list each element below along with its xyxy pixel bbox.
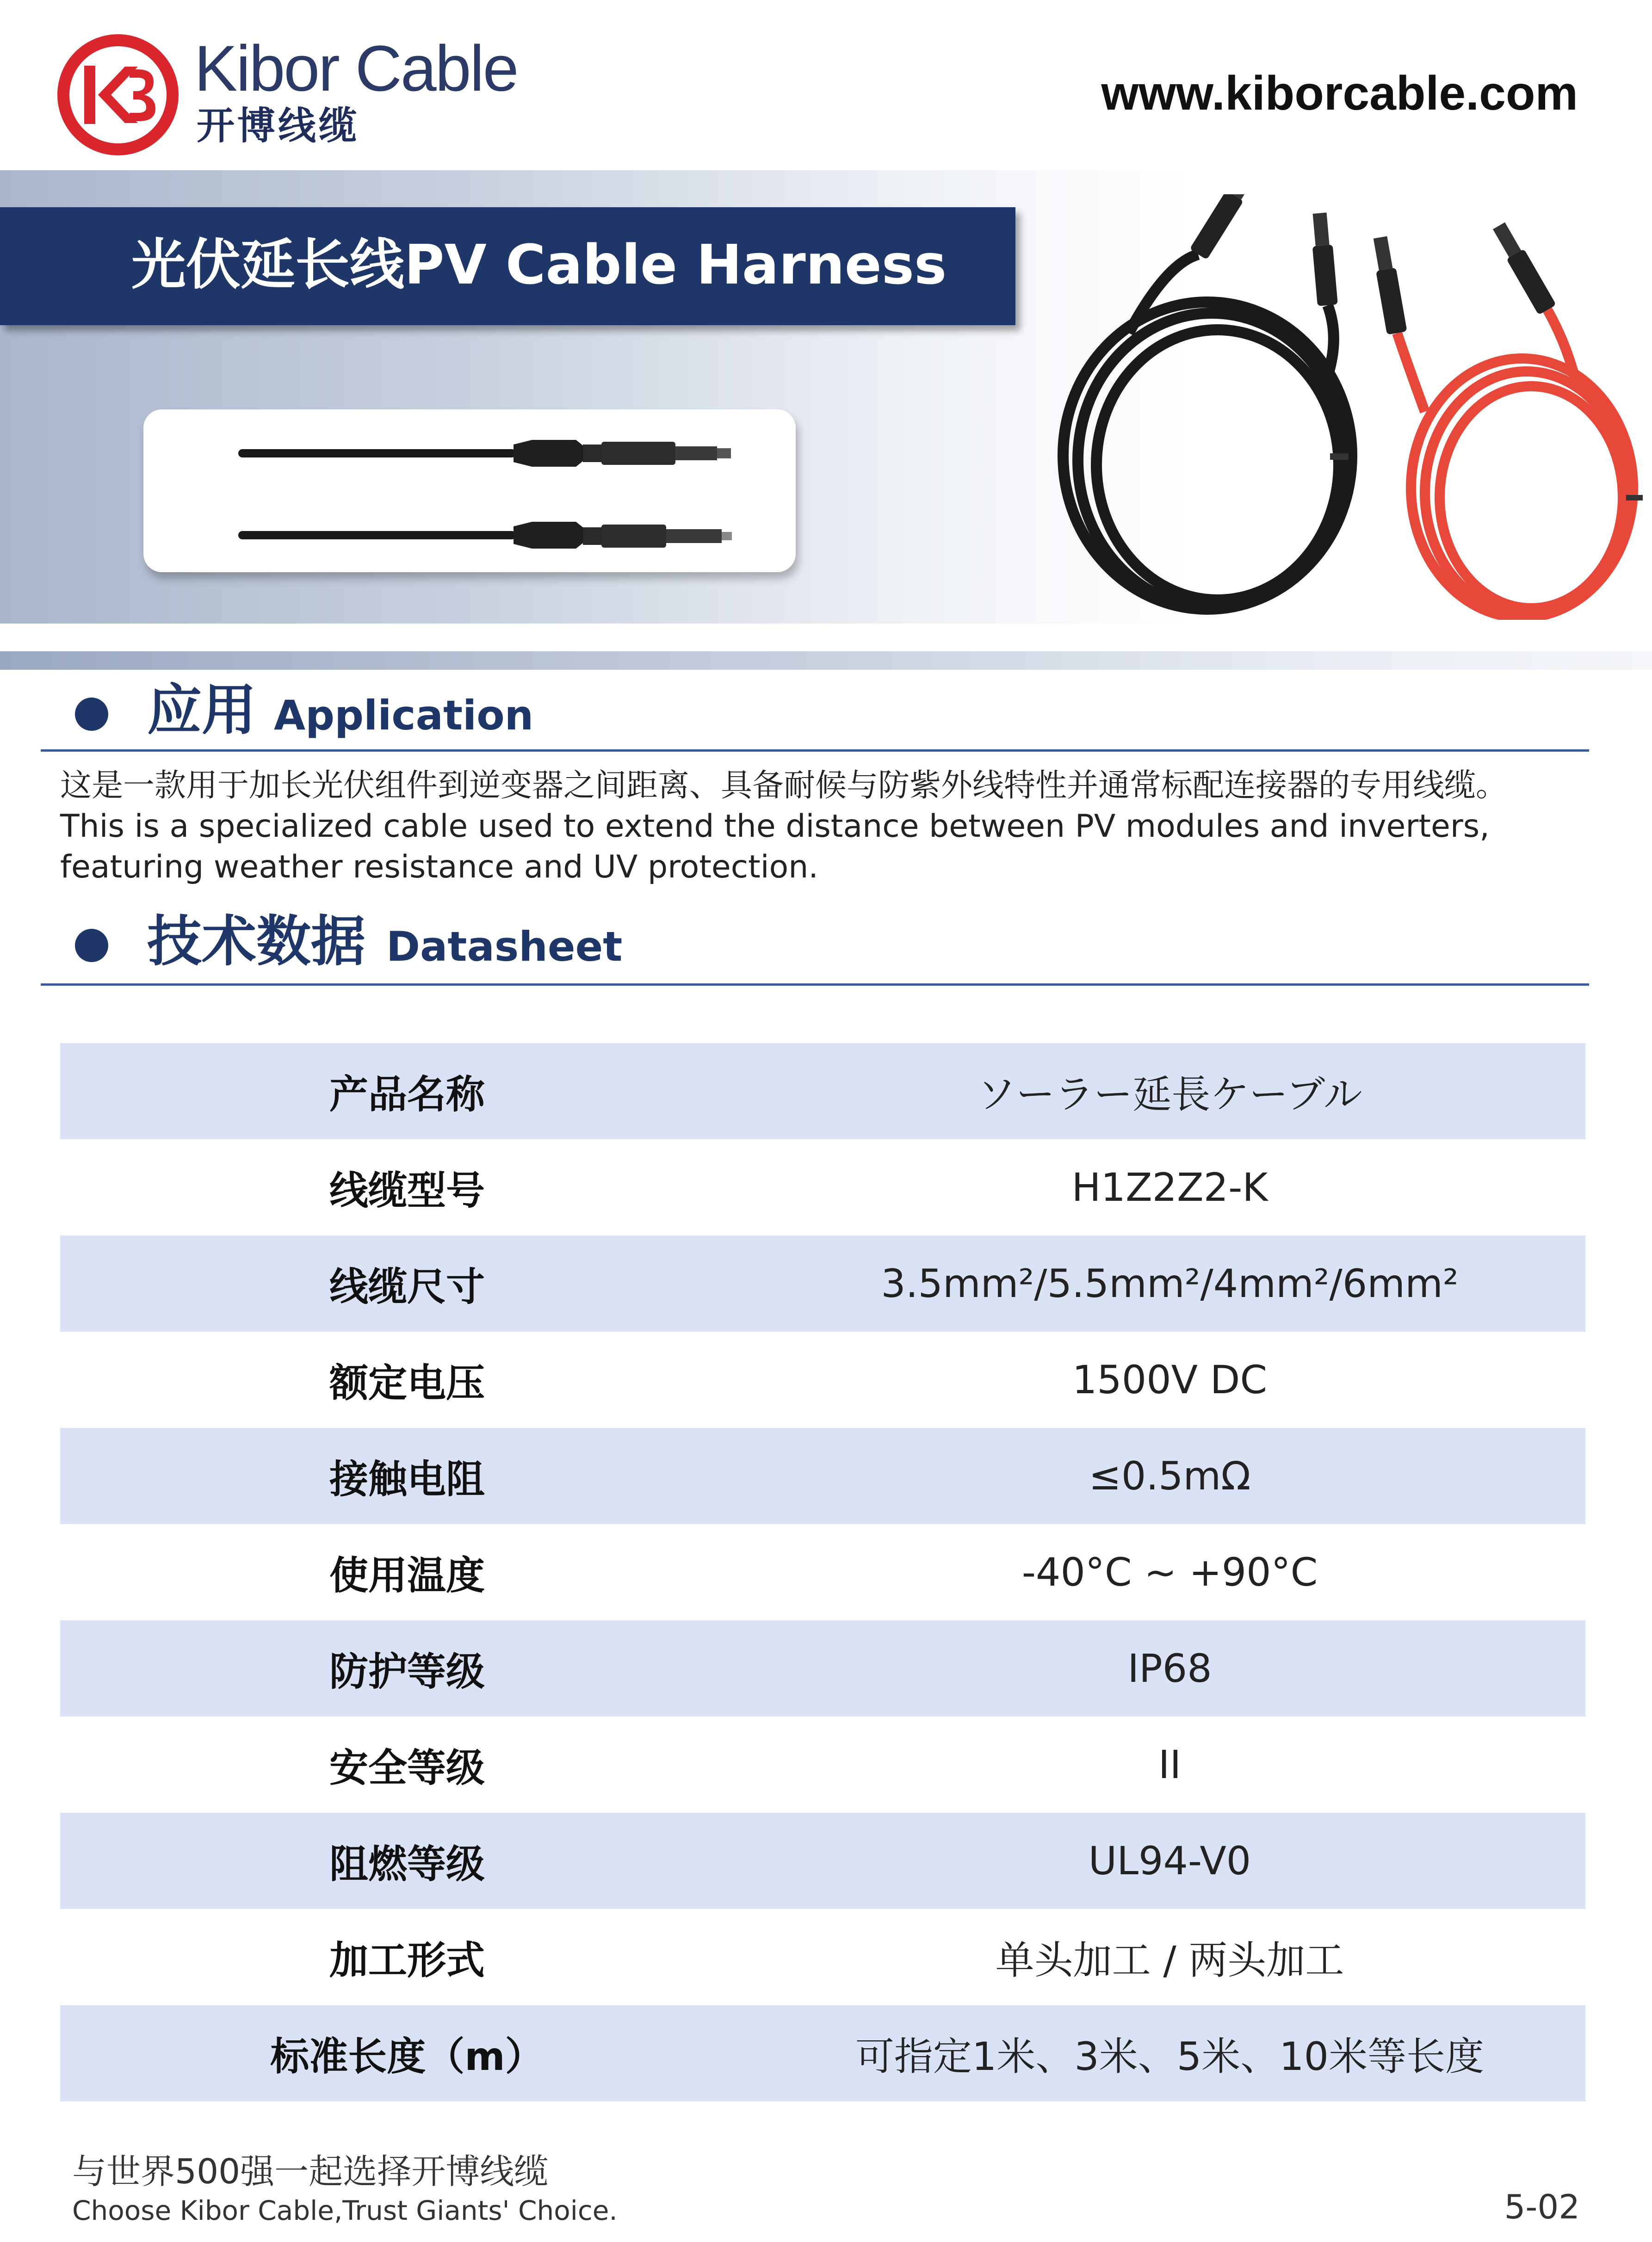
spec-value: ≤0.5mΩ [1089, 1453, 1251, 1499]
brand-name: Kibor Cable [194, 32, 518, 105]
table-row [60, 1717, 1585, 1813]
application-text-cn: 这是一款用于加长光伏组件到逆变器之间距离、具备耐候与防紫外线特性并通常标配连接器的专用线缆。 [60, 767, 1508, 804]
page-number: 5-02 [1504, 2187, 1580, 2226]
application-text-en-2: featuring weather resistance and UV protection. [60, 849, 818, 885]
spec-label: 额定电压 [329, 1360, 485, 1406]
cable-coils-image [1046, 194, 1647, 620]
table-row [60, 1043, 1585, 1139]
brand-name-cn: 开博线缆 [197, 104, 360, 148]
section-divider [41, 749, 1589, 752]
bullet-dot-icon [75, 698, 108, 731]
spec-value: IP68 [1127, 1646, 1212, 1691]
table-row [60, 1813, 1585, 1909]
datasheet-heading-en: Datasheet [386, 923, 623, 970]
table-row [60, 1139, 1585, 1235]
spec-value: UL94-V0 [1088, 1838, 1251, 1884]
spec-label: 安全等级 [329, 1745, 485, 1791]
bullet-dot-icon [75, 929, 108, 962]
table-row [60, 1332, 1585, 1428]
table-row [60, 1524, 1585, 1620]
spec-value: 可指定1米、3米、5米、10米等长度 [855, 2033, 1485, 2079]
application-heading-en: Application [274, 692, 534, 739]
table-row [60, 2005, 1585, 2101]
table-row [60, 1620, 1585, 1717]
spec-value: 3.5mm²/5.5mm²/4mm²/6mm² [881, 1261, 1459, 1306]
spec-label: 线缆型号 [329, 1167, 485, 1213]
spec-label: 加工形式 [329, 1937, 485, 1983]
spec-value: II [1158, 1742, 1182, 1787]
datasheet-table [60, 1043, 1585, 2101]
table-row [60, 1428, 1585, 1524]
page-title: 光伏延长线PV Cable Harness [131, 233, 947, 296]
application-text-en-1: This is a specialized cable used to extend the distance between PV modules and inverters, [60, 808, 1490, 845]
datasheet-heading-cn: 技术数据 [147, 909, 366, 973]
footer-slogan-en: Choose Kibor Cable,Trust Giants' Choice. [72, 2195, 618, 2226]
table-row [60, 1909, 1585, 2005]
application-heading-cn: 应用 [147, 678, 257, 742]
table-row [60, 1235, 1585, 1332]
spec-value: -40°C ~ +90°C [1021, 1550, 1318, 1595]
spec-value: ソーラー延長ケーブル [977, 1071, 1362, 1117]
section-divider [41, 983, 1589, 986]
spec-label: 阻燃等级 [329, 1841, 485, 1887]
spec-label: 防护等级 [329, 1649, 485, 1694]
spec-label: 产品名称 [329, 1071, 485, 1117]
website-url[interactable]: www.kiborcable.com [1101, 67, 1578, 120]
spec-label: 接触电阻 [329, 1456, 485, 1502]
footer-slogan-cn: 与世界500强一起选择开博线缆 [72, 2152, 549, 2192]
spec-value: 单头加工 / 两头加工 [995, 1937, 1344, 1983]
spec-label: 标准长度（m） [270, 2033, 544, 2079]
connector-illustration [143, 409, 796, 572]
spec-value: 1500V DC [1072, 1357, 1268, 1402]
spec-label: 线缆尺寸 [329, 1264, 485, 1309]
kb-logo-icon [56, 32, 180, 157]
banner-divider [0, 651, 1652, 670]
spec-label: 使用温度 [329, 1552, 485, 1598]
connector-thumbnail-card [143, 409, 796, 572]
spec-value: H1Z2Z2-K [1071, 1165, 1268, 1210]
